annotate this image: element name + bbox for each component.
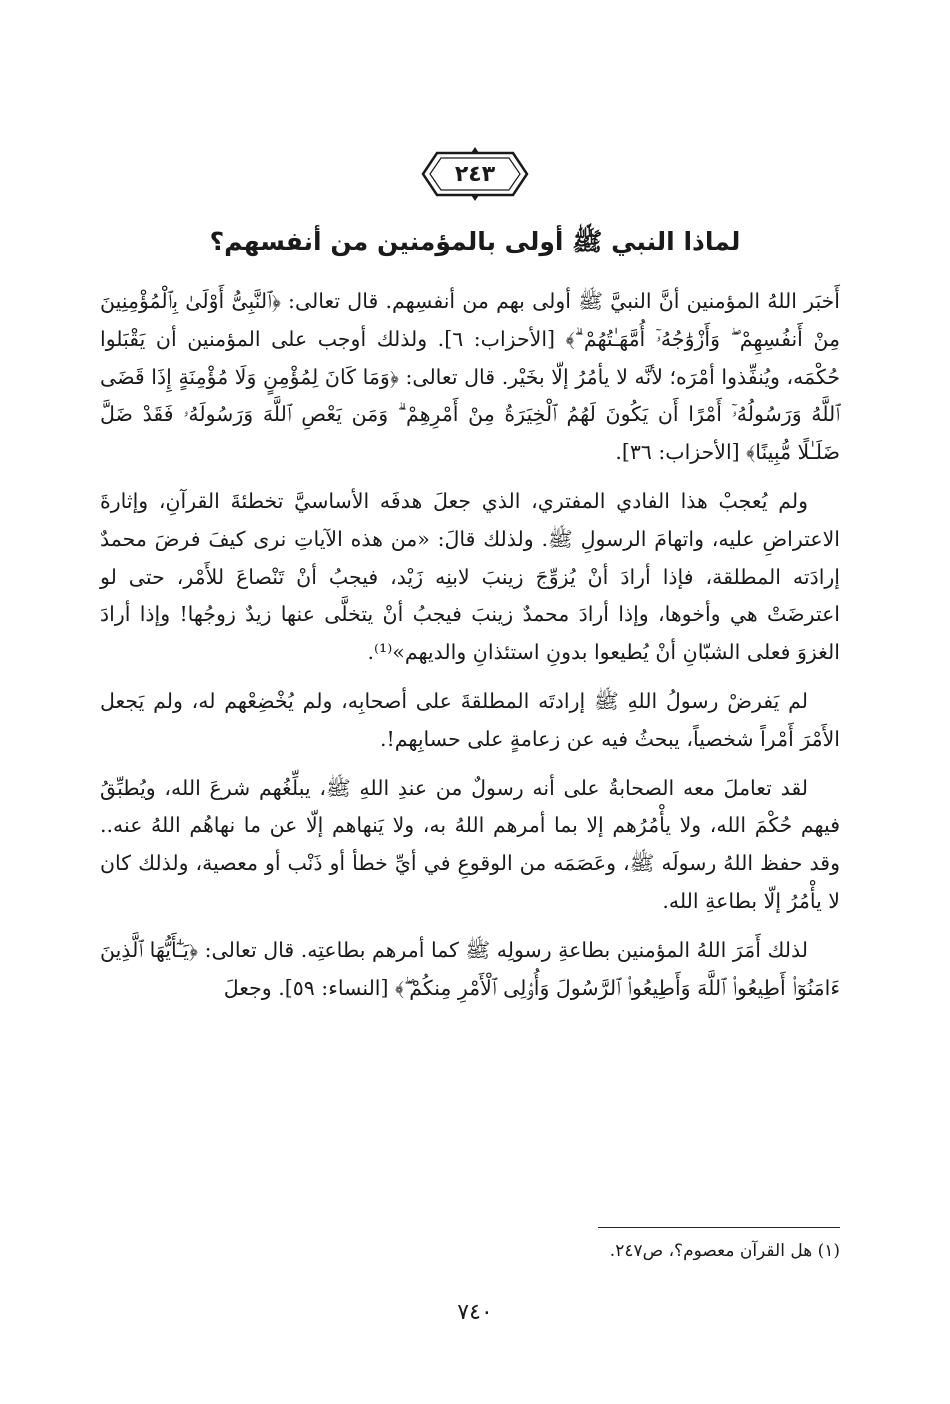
section-number-badge [419,147,531,201]
page-number: ٧٤٠ [457,1300,493,1325]
paragraph-4: لقد تعاملَ معه الصحابةُ على أنه رسولٌ من عندِ اللهِ ﷺ، يبلِّغُهم شرعَ الله، ويُطبِّقُ فيهم حُكْمَ الله، ولا يأْمُرُهم إلا بما أمرهم اللهُ به، ولا يَنهاهم إلّا عن ما نهاهُم اللهُ عنه.. وقد حفظ اللهُ رسولَه ﷺ، وعَصَمَه من الوقوعِ في أيِّ خطأ أو ذَنْب أو معصية، ولذلك كان لا يأْمُرُ إلّا بطاعةِ الله. [100,775,840,913]
paragraph-1: أَخبَر اللهُ المؤمنين أنَّ النبيَّ ﷺ أولى بهم من أنفسِهم. قال تعالى: ﴿ٱلنَّبِىُّ أَوْلَىٰ بِٱلْمُؤْمِنِينَ مِنْ أَنفُسِهِمْ ۖ وَأَزْوَٰجُهُۥٓ أُمَّهَـٰتُهُمْ ۗ﴾ [الأحزاب: ٦]. ولذلك أوجب على المؤمنين أن يَقْبَلوا حُكْمَه، ويُنفِّذوا أمْرَه؛ لأنَّه لا يأمُرُ إلّا بخَيْر. قال تعالى: ﴿وَمَا كَانَ لِمُؤْمِنٍ وَلَا مُؤْمِنَةٍ إِذَا قَضَى ٱللَّهُ وَرَسُولُهُۥٓ أَمْرًا أَن يَكُونَ لَهُمُ ٱلْخِيَرَةُ مِنْ أَمْرِهِمْ ۗ وَمَن يَعْصِ ٱللَّهَ وَرَسُولَهُۥ فَقَدْ ضَلَّ ضَلَـٰلًا مُّبِينًا﴾ [الأحزاب: ٣٦]. [100,289,840,465]
paragraph-2: ولم يُعجبْ هذا الفادي المفتري، الذي جعلَ هدفَه الأساسيَّ تخطئةَ القرآنِ، وإثارةَ الاعتراضِ عليه، واتهامَ الرسولِ ﷺ. ولذلك قالَ: «من هذه الآياتِ نرى كيفَ فرضَ محمدٌ إرادَته المطلقة، فإذا أرادَ أنْ يُزوِّجَ زينبَ لابنِه زَيْد، فيجبُ أنْ تَنْصاعَ للأَمْر، حتى لو اعترضَتْ هي وأخوها، وإذا أرادَ محمدٌ زينبَ فيجبُ أنْ يتخلَّى عنها زيدٌ زوجُها! وإذا أرادَ الغزوَ فعلى الشبّانِ أنْ يُطيعوا بدونِ استئذانِ والديهم»⁽¹⁾. [100,488,840,665]
paragraph-3: لم يَفرضْ رسولُ اللهِ ﷺ إرادتَه المطلقةَ على أصحابِه، ولم يُخْضِعْهم له، ولم يَجعل الأَمْرَ أَمْراً شخصياً، يبحثُ فيه عن زعامةٍ على حسابِهم!. [100,688,840,751]
paragraph-5: لذلك أَمَرَ اللهُ المؤمنين بطاعةِ رسولِه ﷺ كما أمرهم بطاعتِه. قال تعالى: ﴿يَـٰٓأَيُّهَا ٱلَّذِينَ ءَامَنُوٓا۟ أَطِيعُوا۟ ٱللَّهَ وَأَطِيعُوا۟ ٱلرَّسُولَ وَأُو۟لِى ٱلْأَمْرِ مِنكُمْ ۖ﴾ [النساء: ٥٩]. وجعلَ [100,937,840,1000]
body-text [100,283,840,1018]
page-title: لماذا النبي ﷺ أولى بالمؤمنين من أنفسهم؟ [209,227,741,256]
section-number: ٢٤٣ [454,161,496,187]
footnote: (١) هل القرآن معصوم؟، ص٢٤٧. [609,1241,840,1261]
footnote-divider [598,1227,840,1228]
